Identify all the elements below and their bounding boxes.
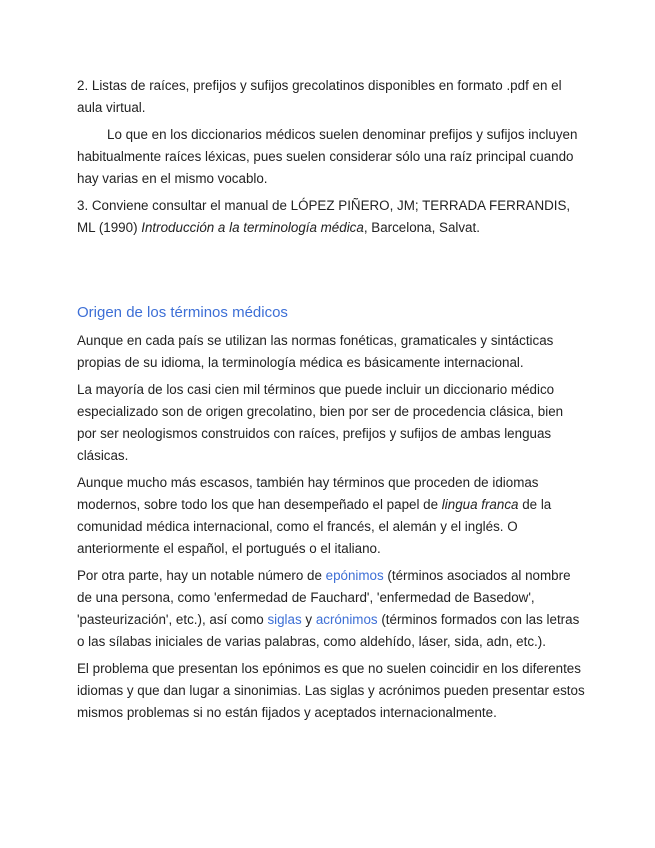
paragraph-5: El problema que presentan los epónimos es que no suelen coincidir en los diferentes idiomas y que dan lugar a sinonimias. Las siglas y acrónimos pueden presentar estos mismos problemas si no están fijados y aceptados internacionalmente. bbox=[77, 661, 585, 720]
document-content bbox=[77, 75, 585, 729]
paragraph-4-start: Por otra parte, hay un notable número de bbox=[77, 568, 326, 583]
book-title: Introducción a la terminología médica bbox=[141, 220, 364, 235]
paragraph-2: La mayoría de los casi cien mil términos que puede incluir un diccionario médico especializado son de origen grecolatino, bien por ser de procedencia clásica, bien por ser neologismos construidos con raíces, prefijos y sufijos de ambas lenguas clásicas. bbox=[77, 382, 564, 463]
paragraph-4-end: (términos formados con las letras o las sílabas iniciales de varias palabras, como aldehído, láser, sida, adn, etc.). bbox=[77, 612, 580, 649]
list-item-3-text: 3. Conviene consultar el manual de LÓPEZ PIÑERO, JM; TERRADA FERRANDIS, ML (1990) bbox=[77, 198, 571, 235]
siglas-link[interactable]: siglas bbox=[267, 612, 302, 627]
acronimos-link[interactable]: acrónimos bbox=[315, 612, 378, 627]
paragraph-4-mid-1: (términos asociados al nombre de una persona, como 'enfermedad de Fauchard', 'enfermedad de Basedow', 'pasteurización', etc.), así como bbox=[77, 568, 571, 627]
note-paragraph: Lo que en los diccionarios médicos suelen denominar prefijos y sufijos incluyen habitualmente raíces léxicas, pues suelen considerar sólo una raíz principal cuando hay varias en el mismo vocablo. bbox=[77, 127, 578, 186]
paragraph-4-mid-2: y bbox=[301, 612, 316, 627]
section-heading: Origen de los términos médicos bbox=[77, 304, 288, 321]
section-spacer bbox=[77, 244, 585, 302]
paragraph-3-end: de la comunidad médica internacional, como el francés, el alemán y el inglés. O anteriormente el español, el portugués o el italiano. bbox=[77, 497, 552, 556]
paragraph-1: Aunque en cada país se utilizan las normas fonéticas, gramaticales y sintácticas propias de su idioma, la terminología médica es básicamente internacional. bbox=[77, 333, 554, 370]
list-item-3-publisher: , Barcelona, Salvat. bbox=[363, 220, 480, 235]
lingua-franca-term: lingua franca bbox=[441, 497, 519, 512]
paragraph-3 bbox=[77, 472, 585, 560]
paragraph-3-start: Aunque mucho más escasos, también hay términos que proceden de idiomas modernos, sobre todo los que han desempeñado el papel de bbox=[77, 475, 539, 512]
list-item-3 bbox=[77, 195, 585, 239]
eponimos-link[interactable]: epónimos bbox=[325, 568, 384, 583]
paragraph-4 bbox=[77, 565, 585, 653]
list-item-2: 2. Listas de raíces, prefijos y sufijos grecolatinos disponibles en formato .pdf en el aula virtual. bbox=[77, 78, 562, 115]
